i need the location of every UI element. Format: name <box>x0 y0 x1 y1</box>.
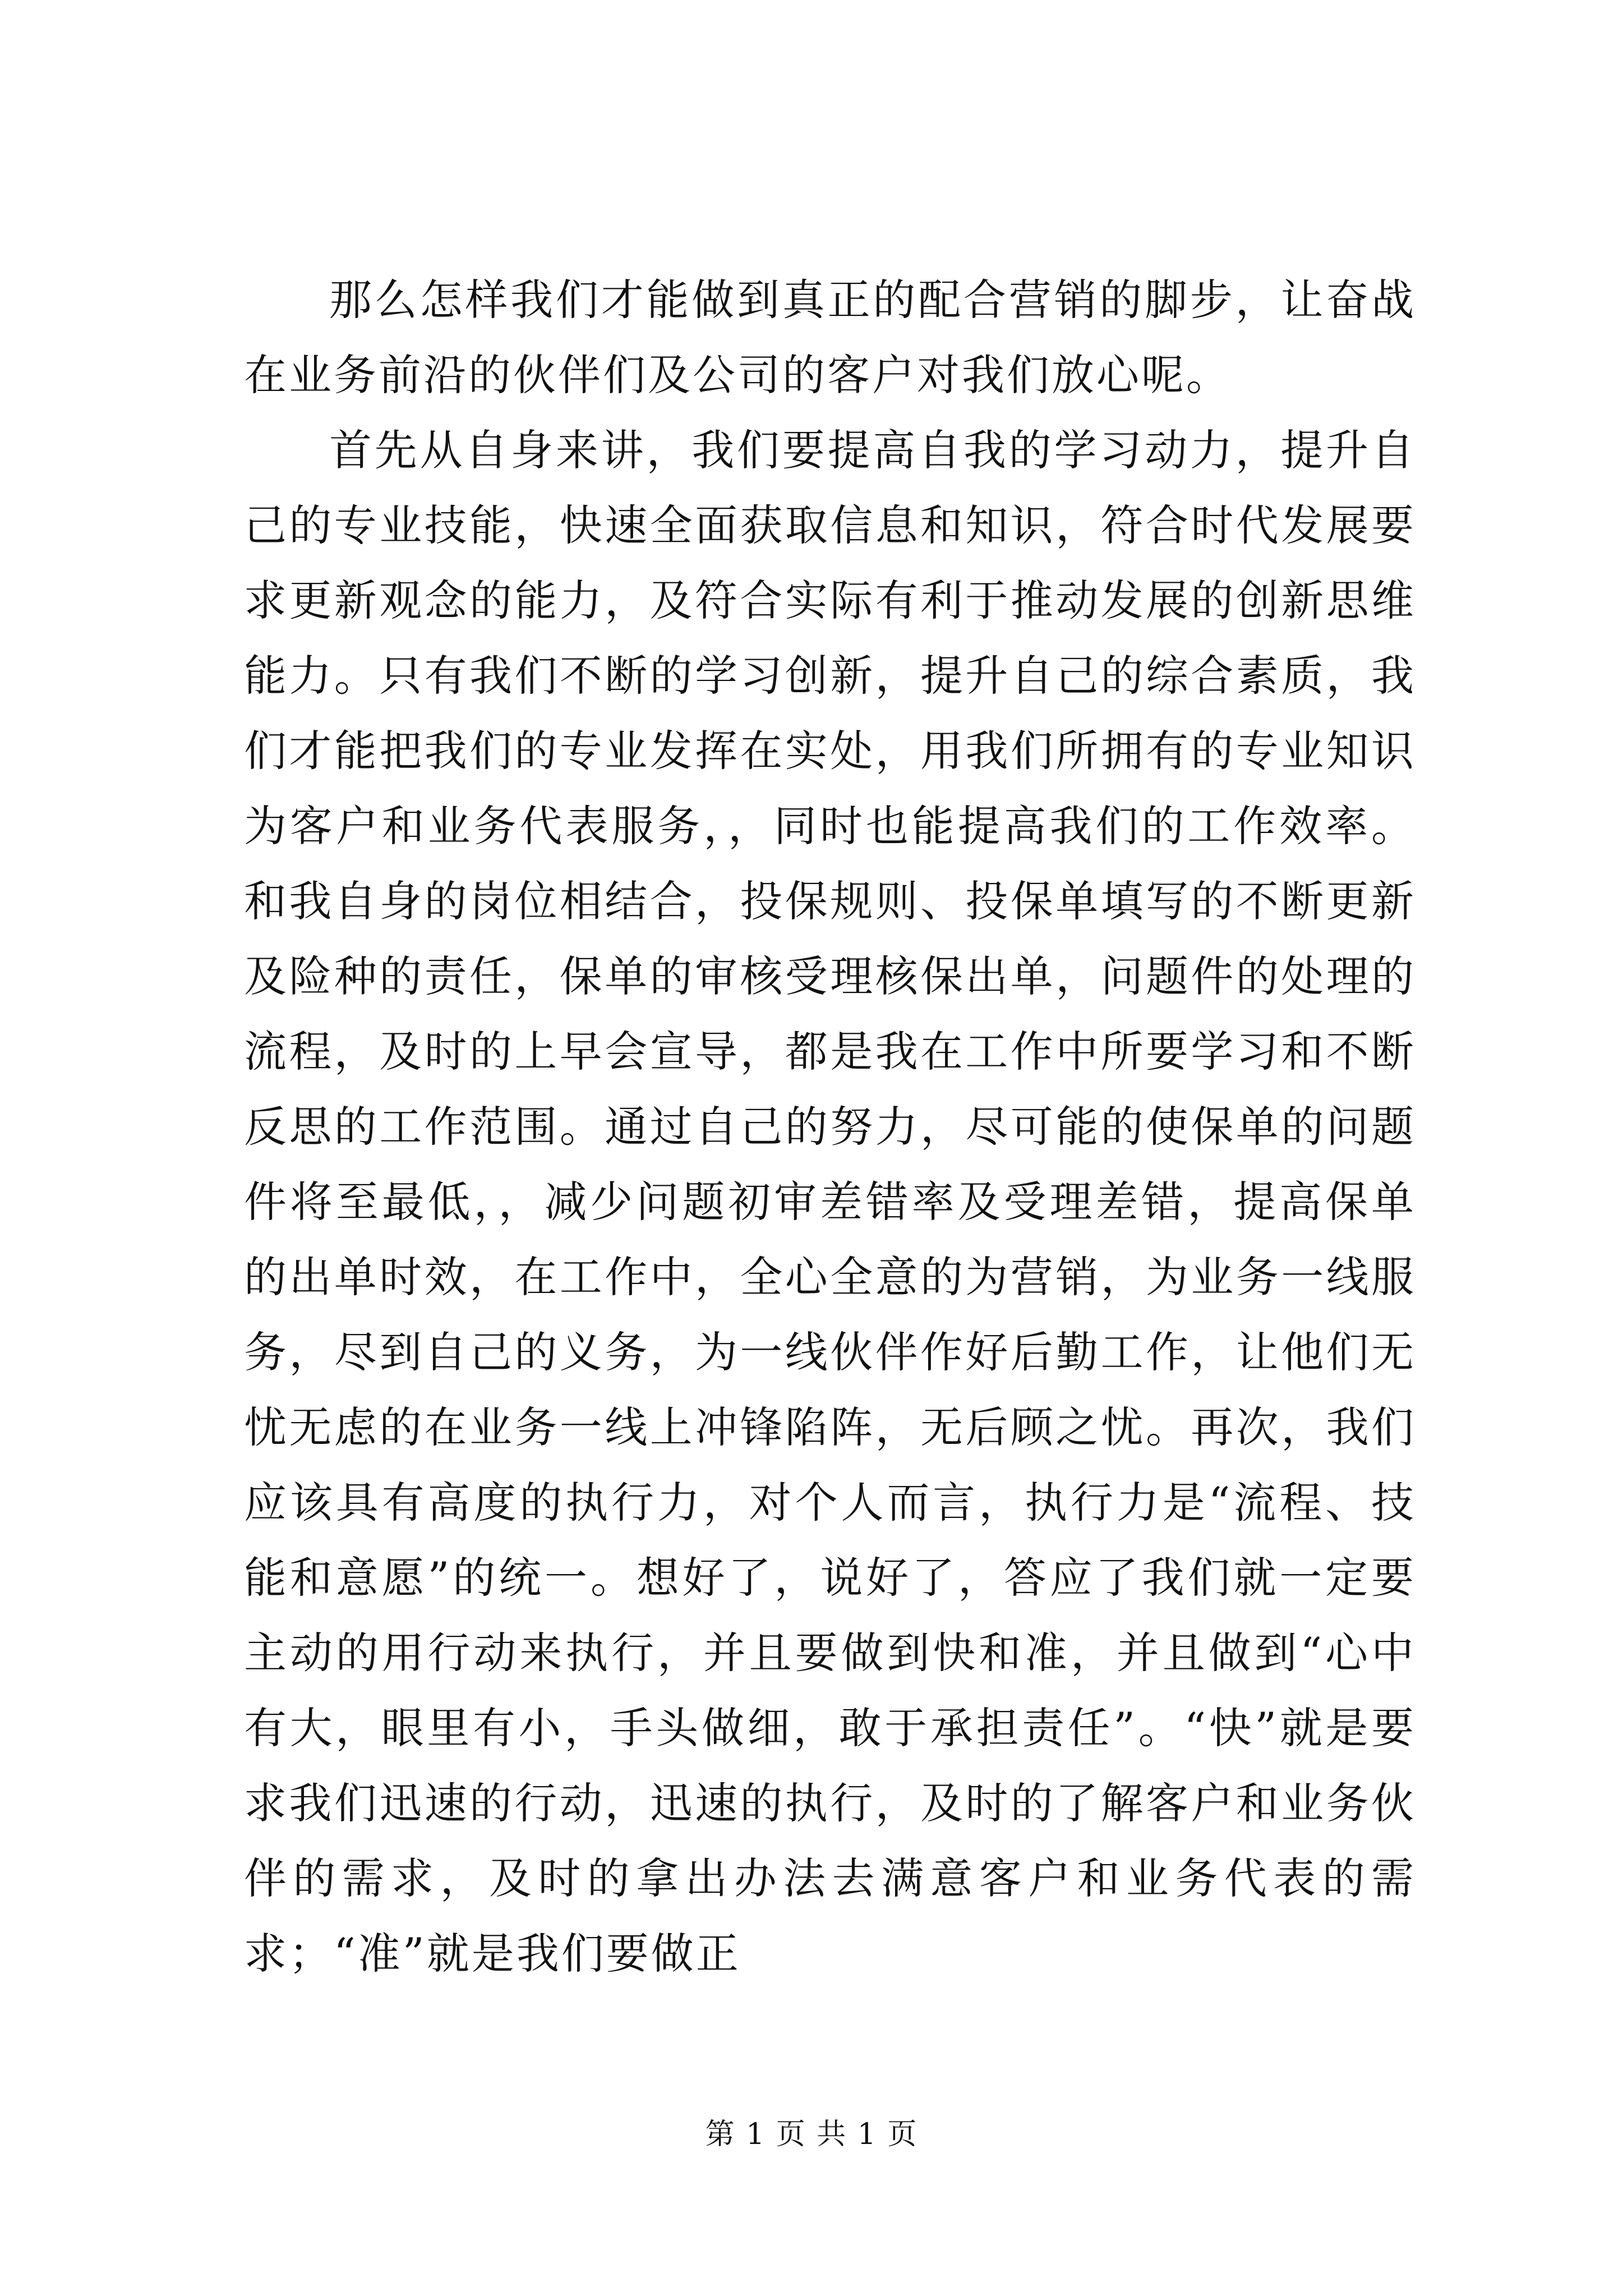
document-body <box>244 263 1416 1991</box>
paragraph-2: 首先从自身来讲，我们要提高自我的学习动力，提升自己的专业技能，快速全面获取信息和知识，符合时代发展要求更新观念的能力，及符合实际有利于推动发展的创新思维能力。只有我们不断的学习创新，提升自己的综合素质，我们才能把我们的专业发挥在实处，用我们所拥有的专业知识为客户和业务代表服务，，同时也能提高我们的工作效率。和我自身的岗位相结合，投保规则、投保单填写的不断更新及险种的责任，保单的审核受理核保出单，问题件的处理的流程，及时的上早会宣导，都是我在工作中所要学习和不断反思的工作范围。通过自己的努力，尽可能的使保单的问题件将至最低，，减少问题初审差错率及受理差错，提高保单的出单时效，在工作中，全心全意的为营销，为业务一线服务，尽到自己的义务，为一线伙伴作好后勤工作，让他们无忧无虑的在业务一线上冲锋陷阵，无后顾之忧。再次，我们应该具有高度的执行力，对个人而言，执行力是“流程、技能和意愿”的统一。想好了，说好了，答应了我们就一定要主动的用行动来执行，并且要做到快和准，并且做到“心中有大，眼里有小，手头做细，敢于承担责任”。“快”就是要求我们迅速的行动，迅速的执行，及时的了解客户和业务伙伴的需求，及时的拿出办法去满意客户和业务代表的需求；“准”就是我们要做正 <box>244 425 1416 1978</box>
page-footer: 第 1 页 共 1 页 <box>705 2118 918 2151</box>
paragraph-1: 那么怎样我们才能做到真正的配合营销的脚步，让奋战在业务前沿的伙伴们及公司的客户对我们放心呢。 <box>244 275 1416 400</box>
